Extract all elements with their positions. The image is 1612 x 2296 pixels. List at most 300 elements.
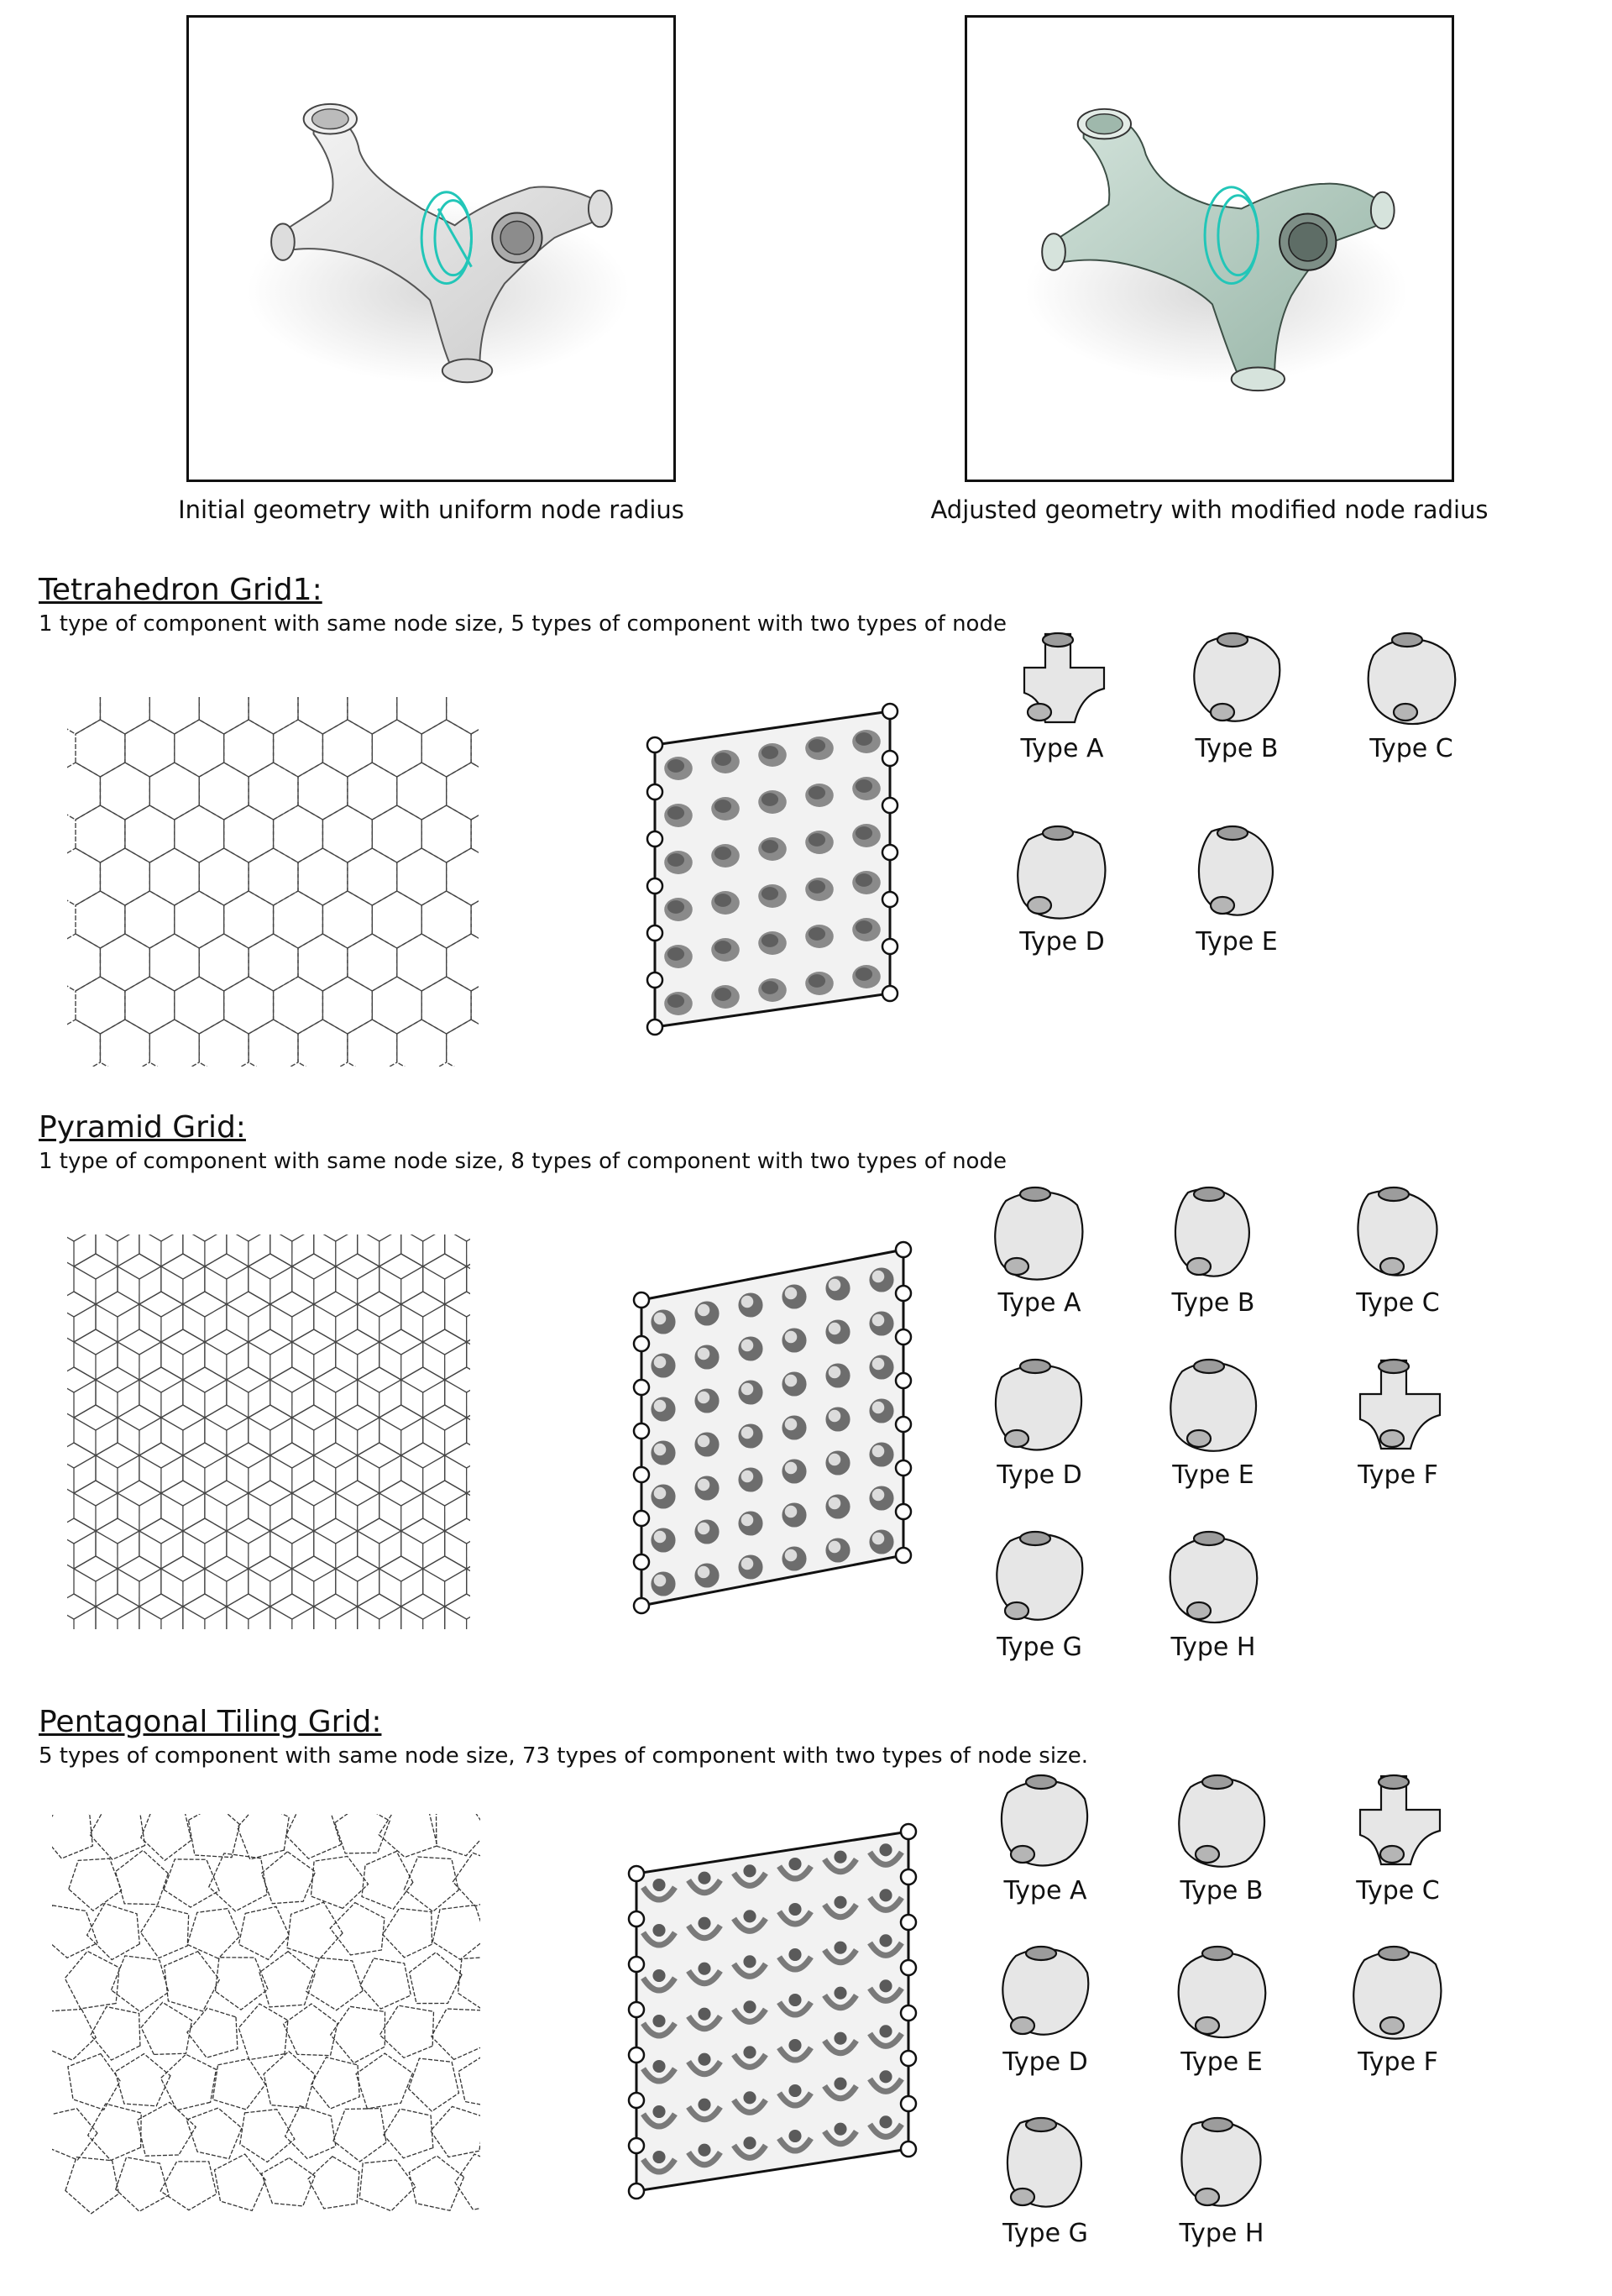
initial-geometry-caption: Initial geometry with uniform node radius bbox=[178, 495, 684, 524]
lattice-hole-inner bbox=[667, 994, 684, 1008]
cube-spoke bbox=[205, 1380, 227, 1392]
hex-cell bbox=[447, 934, 479, 991]
lattice-hole-inner bbox=[856, 732, 872, 746]
component-type-label: Type E bbox=[1180, 2047, 1263, 2077]
lattice-knob bbox=[629, 2183, 644, 2199]
component-type-label: Type H bbox=[1179, 2219, 1264, 2248]
lattice-knob bbox=[634, 1423, 649, 1439]
lattice-hole-inner bbox=[856, 967, 872, 981]
lattice-hole bbox=[834, 1942, 846, 1954]
lattice-hole bbox=[698, 2144, 710, 2157]
lattice-knob bbox=[634, 1380, 649, 1395]
component-node-icon bbox=[976, 1520, 1102, 1629]
node-opening bbox=[1380, 1258, 1404, 1275]
cube-spoke bbox=[423, 1607, 445, 1619]
lattice-knob bbox=[901, 1869, 916, 1885]
lattice-hole-inner bbox=[809, 974, 825, 988]
lattice-hole bbox=[652, 2060, 665, 2073]
hex-cell bbox=[67, 848, 100, 905]
cube-spoke bbox=[379, 1342, 401, 1355]
hex-cell bbox=[67, 1020, 100, 1067]
node-opening bbox=[1194, 1187, 1224, 1201]
cube-spoke bbox=[227, 1266, 249, 1279]
lattice-node bbox=[829, 1323, 841, 1335]
pentagon-cell bbox=[308, 2157, 359, 2209]
lattice-hole bbox=[788, 2039, 801, 2052]
lattice-hole-inner bbox=[667, 947, 684, 961]
cube-spoke bbox=[358, 1418, 379, 1430]
hex-cell bbox=[175, 720, 224, 777]
lattice-knob bbox=[647, 737, 662, 752]
lattice-hole-inner bbox=[762, 981, 778, 994]
cube-cell bbox=[67, 1443, 96, 1493]
lattice-node bbox=[785, 1375, 798, 1387]
cube-spoke bbox=[358, 1531, 379, 1544]
cube-spoke bbox=[314, 1531, 336, 1544]
node-opening bbox=[1379, 1775, 1409, 1789]
hex-cell bbox=[447, 763, 479, 820]
cube-spoke bbox=[314, 1234, 336, 1241]
cube-spoke bbox=[161, 1266, 183, 1279]
lattice-knob bbox=[647, 784, 662, 799]
cube-spoke bbox=[379, 1304, 401, 1317]
cube-spoke bbox=[74, 1380, 96, 1392]
pentagon-cell bbox=[52, 1814, 92, 1858]
node-opening bbox=[1020, 1532, 1050, 1545]
cube-spoke bbox=[401, 1531, 423, 1544]
lattice-knob bbox=[634, 1292, 649, 1308]
hex-cell bbox=[199, 934, 249, 991]
cube-spoke bbox=[358, 1304, 379, 1317]
node-opening bbox=[1043, 633, 1073, 647]
node-opening bbox=[1202, 1947, 1233, 1960]
cube-spoke bbox=[74, 1304, 96, 1317]
hex-cell bbox=[348, 763, 397, 820]
lattice-knob bbox=[629, 2093, 644, 2108]
cube-spoke bbox=[183, 1531, 205, 1544]
lattice-node bbox=[785, 1549, 798, 1562]
cube-spoke bbox=[445, 1569, 467, 1581]
cube-spoke bbox=[270, 1455, 292, 1468]
cube-spoke bbox=[445, 1304, 467, 1317]
cube-spoke bbox=[161, 1418, 183, 1430]
node-body bbox=[1170, 1538, 1258, 1622]
hex-cell bbox=[100, 1020, 149, 1067]
cube-spoke bbox=[292, 1607, 314, 1619]
hex-cell bbox=[100, 848, 149, 905]
hex-cell bbox=[298, 848, 348, 905]
cube-spoke bbox=[139, 1418, 161, 1430]
cube-spoke bbox=[358, 1234, 379, 1241]
lattice-node bbox=[785, 1418, 798, 1431]
cube-spoke bbox=[67, 1607, 74, 1619]
lattice-hole-inner bbox=[667, 853, 684, 867]
lattice-knob bbox=[634, 1336, 649, 1351]
cube-spoke bbox=[423, 1234, 445, 1241]
cube-spoke bbox=[336, 1380, 358, 1392]
lattice-hole-inner bbox=[714, 847, 731, 860]
cube-spoke bbox=[139, 1607, 161, 1619]
cube-spoke bbox=[336, 1455, 358, 1468]
node-opening bbox=[1026, 2118, 1056, 2131]
cube-spoke bbox=[336, 1531, 358, 1544]
cube-spoke bbox=[467, 1304, 470, 1317]
cube-spoke bbox=[445, 1418, 467, 1430]
cube-spoke bbox=[336, 1569, 358, 1581]
cube-spoke bbox=[445, 1266, 467, 1279]
hexagonal-grid-lines bbox=[67, 697, 479, 1067]
cube-spoke bbox=[249, 1493, 270, 1506]
lattice-knob bbox=[634, 1598, 649, 1613]
lattice-node bbox=[698, 1479, 710, 1491]
cube-spoke bbox=[336, 1607, 358, 1619]
hex-cell bbox=[224, 891, 274, 948]
node-opening bbox=[1202, 1775, 1233, 1789]
cube-spoke bbox=[139, 1234, 161, 1241]
tetrahedron-lattice bbox=[604, 672, 940, 1067]
cube-spoke bbox=[292, 1531, 314, 1544]
lattice-knob bbox=[647, 925, 662, 941]
cube-spoke bbox=[336, 1342, 358, 1355]
cube-spoke bbox=[467, 1234, 470, 1241]
lattice-hole-inner bbox=[856, 920, 872, 934]
cube-spoke bbox=[270, 1380, 292, 1392]
lattice-hole bbox=[698, 2099, 710, 2111]
pyramid-lattice-render bbox=[600, 1209, 945, 1646]
component-node-icon bbox=[976, 1176, 1102, 1285]
component-type-label: Type G bbox=[1002, 2219, 1088, 2248]
cube-spoke bbox=[183, 1234, 205, 1241]
lattice-knob bbox=[647, 972, 662, 988]
hex-cell bbox=[322, 805, 372, 862]
cube-spoke bbox=[118, 1234, 139, 1241]
component-node-icon bbox=[1335, 1764, 1461, 1873]
cube-spoke bbox=[249, 1607, 270, 1619]
cube-spoke bbox=[205, 1266, 227, 1279]
component-type-type-a bbox=[960, 1176, 1119, 1318]
node-body bbox=[1179, 1779, 1264, 1867]
cube-spoke bbox=[74, 1569, 96, 1581]
component-node-icon bbox=[1335, 1935, 1461, 2044]
lattice-knob bbox=[896, 1373, 911, 1388]
lattice-knob bbox=[882, 704, 898, 719]
cube-spoke bbox=[227, 1607, 249, 1619]
hex-cell bbox=[199, 1020, 249, 1067]
hex-cell bbox=[348, 697, 397, 734]
component-node-icon bbox=[1159, 1764, 1285, 1873]
hex-cell bbox=[199, 763, 249, 820]
hex-cell bbox=[397, 1020, 447, 1067]
component-type-type-c bbox=[1318, 1176, 1478, 1318]
cube-spoke bbox=[205, 1418, 227, 1430]
lattice-knob bbox=[629, 1911, 644, 1926]
lattice-hole-inner bbox=[762, 934, 778, 947]
cube-spoke bbox=[161, 1380, 183, 1392]
component-node-icon bbox=[1159, 1935, 1285, 2044]
pentagon-cell bbox=[432, 1905, 480, 1960]
component-type-type-c bbox=[1332, 621, 1491, 763]
cube-spoke bbox=[205, 1569, 227, 1581]
hex-cell bbox=[175, 977, 224, 1034]
lattice-hole bbox=[652, 2105, 665, 2118]
cube-spoke bbox=[379, 1380, 401, 1392]
cube-spoke bbox=[401, 1493, 423, 1506]
cube-spoke bbox=[249, 1569, 270, 1581]
cube-cell bbox=[467, 1254, 470, 1304]
cube-spoke bbox=[401, 1607, 423, 1619]
cube-cell bbox=[467, 1405, 470, 1455]
cube-spoke bbox=[205, 1304, 227, 1317]
node-opening bbox=[1211, 704, 1234, 721]
node-opening bbox=[1028, 897, 1051, 914]
pentagon-cell bbox=[137, 2102, 196, 2156]
lattice-knob bbox=[882, 939, 898, 954]
node-opening bbox=[1005, 1602, 1028, 1619]
hex-cell bbox=[322, 977, 372, 1034]
lattice-hole-inner bbox=[809, 739, 825, 752]
component-type-type-b bbox=[1157, 621, 1316, 763]
lattice-hole-inner bbox=[762, 746, 778, 759]
pentagon-cell bbox=[238, 1906, 289, 1959]
lattice-hole bbox=[879, 1979, 892, 1992]
hex-cell bbox=[274, 891, 323, 948]
cube-spoke bbox=[270, 1304, 292, 1317]
cube-spoke bbox=[183, 1304, 205, 1317]
node-opening bbox=[1194, 1532, 1224, 1545]
cube-spoke bbox=[67, 1234, 74, 1241]
lattice-hole bbox=[652, 1969, 665, 1982]
pentagon-cell bbox=[384, 2109, 433, 2158]
lattice-knob bbox=[896, 1504, 911, 1519]
lattice-hole bbox=[652, 1924, 665, 1937]
cube-spoke bbox=[270, 1234, 292, 1241]
lattice-knob bbox=[901, 2005, 916, 2021]
lattice-node bbox=[872, 1271, 885, 1283]
node-opening bbox=[1379, 1187, 1409, 1201]
hex-cell bbox=[274, 805, 323, 862]
pentagon-cell bbox=[141, 2002, 191, 2054]
cube-spoke bbox=[249, 1380, 270, 1392]
cube-spoke bbox=[96, 1234, 118, 1241]
cube-spoke bbox=[74, 1234, 96, 1241]
hex-cell bbox=[372, 720, 421, 777]
component-node-icon bbox=[1348, 621, 1474, 731]
lattice-hole bbox=[698, 2053, 710, 2066]
lattice-knob bbox=[629, 2002, 644, 2017]
component-type-type-a bbox=[966, 1764, 1125, 1905]
cube-spoke bbox=[270, 1418, 292, 1430]
pentagon-cell bbox=[160, 2162, 217, 2210]
lattice-hole bbox=[743, 1955, 756, 1968]
cube-spoke bbox=[401, 1380, 423, 1392]
cube-spoke bbox=[358, 1455, 379, 1468]
section-subtitle-pyramid: 1 type of component with same node size, 8 types of component with two types of node bbox=[39, 1149, 1007, 1174]
hex-cell bbox=[421, 977, 471, 1034]
lattice-node bbox=[872, 1358, 885, 1371]
lattice-node bbox=[872, 1489, 885, 1502]
component-node-icon bbox=[1335, 1348, 1461, 1457]
cube-spoke bbox=[227, 1304, 249, 1317]
lattice-hole-inner bbox=[714, 752, 731, 766]
pentagon-cell bbox=[186, 2108, 242, 2159]
component-type-type-e bbox=[1157, 815, 1316, 957]
lattice-node bbox=[654, 1313, 667, 1325]
cube-spoke bbox=[401, 1304, 423, 1317]
hex-cell bbox=[100, 697, 149, 734]
cube-spoke bbox=[205, 1342, 227, 1355]
lattice-knob bbox=[882, 798, 898, 813]
hex-cell bbox=[125, 720, 175, 777]
pentagon-cell bbox=[238, 2004, 288, 2060]
lattice-hole bbox=[652, 2015, 665, 2027]
cube-spoke bbox=[227, 1342, 249, 1355]
component-type-label: Type A bbox=[1020, 734, 1104, 763]
pentagon-cell bbox=[187, 1909, 239, 1959]
pentagon-cell bbox=[286, 1814, 342, 1858]
component-type-type-c bbox=[1318, 1764, 1478, 1905]
pentagon-cell bbox=[141, 1814, 191, 1860]
cube-spoke bbox=[74, 1493, 96, 1506]
node-opening bbox=[1217, 633, 1248, 647]
component-type-label: Type B bbox=[1171, 1288, 1255, 1318]
lattice-hole-inner bbox=[809, 927, 825, 941]
lattice-node bbox=[698, 1392, 710, 1404]
node-opening bbox=[1011, 2017, 1034, 2034]
lattice-hole bbox=[879, 2070, 892, 2083]
lattice-hole bbox=[879, 2115, 892, 2128]
node-body bbox=[1181, 2121, 1260, 2206]
cube-spoke bbox=[74, 1342, 96, 1355]
node-opening bbox=[1196, 1846, 1219, 1863]
pentagon-cell bbox=[431, 2106, 480, 2157]
cube-spoke bbox=[270, 1569, 292, 1581]
component-type-type-e bbox=[1142, 1935, 1301, 2077]
cube-spoke bbox=[292, 1266, 314, 1279]
pentagon-cell bbox=[458, 2054, 480, 2108]
cube-spoke bbox=[401, 1342, 423, 1355]
component-node-icon bbox=[1150, 1176, 1276, 1285]
lattice-node bbox=[698, 1304, 710, 1317]
lattice-hole bbox=[743, 2000, 756, 2013]
node-opening bbox=[1020, 1187, 1050, 1201]
cube-spoke bbox=[249, 1266, 270, 1279]
cube-spoke bbox=[401, 1234, 423, 1241]
cube-spoke bbox=[74, 1455, 96, 1468]
lattice-node bbox=[829, 1454, 841, 1466]
lattice-hole bbox=[698, 1917, 710, 1930]
lattice-hole bbox=[879, 1934, 892, 1947]
cube-spoke bbox=[336, 1493, 358, 1506]
lattice-knob bbox=[896, 1548, 911, 1563]
section-subtitle-tetrahedron: 1 type of component with same node size, 5 types of component with two types of node bbox=[39, 611, 1007, 637]
cube-spoke bbox=[118, 1380, 139, 1392]
lattice-node bbox=[741, 1470, 754, 1483]
hex-cell bbox=[348, 848, 397, 905]
component-type-type-d bbox=[982, 815, 1142, 957]
component-node-icon bbox=[976, 1348, 1102, 1457]
pentagon-cell bbox=[52, 1905, 97, 1958]
cube-spoke bbox=[379, 1493, 401, 1506]
pentagon-cell bbox=[311, 2057, 360, 2109]
lattice-knob bbox=[896, 1417, 911, 1432]
cube-spoke bbox=[183, 1342, 205, 1355]
component-type-label: Type A bbox=[997, 1288, 1081, 1318]
component-node-icon bbox=[982, 1935, 1108, 2044]
cube-spoke bbox=[74, 1531, 96, 1544]
cube-spoke bbox=[445, 1342, 467, 1355]
component-type-type-b bbox=[1133, 1176, 1293, 1318]
adjusted-geometry-caption: Adjusted geometry with modified node radius bbox=[930, 495, 1489, 524]
component-type-label: Type F bbox=[1358, 1460, 1438, 1490]
tetrahedron-lattice-render bbox=[604, 672, 940, 1067]
component-type-type-d bbox=[960, 1348, 1119, 1490]
section-title-tetrahedron: Tetrahedron Grid1: bbox=[39, 573, 322, 607]
lattice-node bbox=[785, 1506, 798, 1518]
pentagonal-lattice bbox=[592, 1789, 953, 2234]
hex-cell bbox=[298, 697, 348, 734]
lattice-hole-inner bbox=[714, 941, 731, 954]
cube-cell bbox=[67, 1292, 96, 1342]
lattice-node bbox=[829, 1497, 841, 1510]
component-type-label: Type C bbox=[1369, 734, 1453, 763]
lattice-hole bbox=[652, 1879, 665, 1891]
cube-spoke bbox=[96, 1266, 118, 1279]
hex-cell bbox=[372, 805, 421, 862]
pentagon-cell bbox=[453, 1853, 480, 1906]
component-type-label: Type G bbox=[997, 1633, 1082, 1662]
hex-cell bbox=[421, 805, 471, 862]
cube-spoke bbox=[379, 1418, 401, 1430]
hex-cell bbox=[348, 934, 397, 991]
cube-spoke bbox=[249, 1531, 270, 1544]
cube-spoke bbox=[423, 1342, 445, 1355]
hex-cell bbox=[149, 1020, 199, 1067]
hex-cell bbox=[471, 891, 479, 948]
lattice-node bbox=[829, 1366, 841, 1379]
node-opening bbox=[1005, 1258, 1028, 1275]
node-opening bbox=[1380, 2017, 1404, 2034]
cube-spoke bbox=[183, 1380, 205, 1392]
component-type-type-g bbox=[960, 1520, 1119, 1662]
lattice-node bbox=[741, 1558, 754, 1570]
pentagon-cell bbox=[262, 1852, 316, 1904]
node-opening bbox=[1196, 2017, 1219, 2034]
lattice-knob bbox=[882, 845, 898, 860]
cube-spoke bbox=[161, 1342, 183, 1355]
lattice-hole bbox=[652, 2151, 665, 2163]
lattice-hole-inner bbox=[762, 840, 778, 853]
lattice-knob bbox=[896, 1242, 911, 1257]
pentagon-cell bbox=[432, 2009, 480, 2059]
pentagon-cell bbox=[285, 2106, 336, 2159]
lattice-node bbox=[698, 1566, 710, 1579]
hex-cell bbox=[149, 763, 199, 820]
pentagon-cell bbox=[116, 2157, 169, 2212]
node-opening bbox=[1194, 1360, 1224, 1373]
cube-spoke bbox=[423, 1418, 445, 1430]
lattice-knob bbox=[901, 2141, 916, 2157]
lattice-node bbox=[698, 1523, 710, 1535]
lattice-knob bbox=[629, 1957, 644, 1972]
component-type-type-d bbox=[966, 1935, 1125, 2077]
component-type-label: Type C bbox=[1356, 1288, 1440, 1318]
lattice-hole bbox=[743, 1910, 756, 1922]
node-opening bbox=[1380, 1430, 1404, 1447]
node-body bbox=[1170, 1363, 1256, 1451]
cube-spoke bbox=[292, 1380, 314, 1392]
lattice-hole bbox=[698, 1872, 710, 1885]
lattice-knob bbox=[882, 892, 898, 907]
